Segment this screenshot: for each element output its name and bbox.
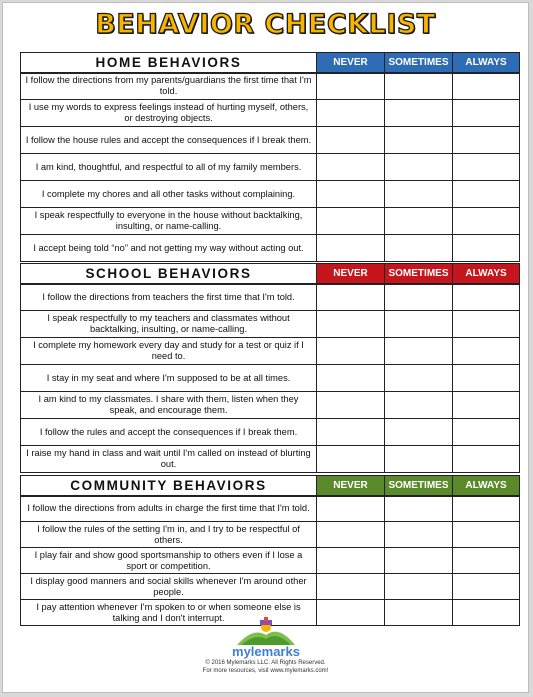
table-row — [21, 100, 520, 127]
table-row — [21, 365, 520, 392]
table-row — [21, 235, 520, 262]
behavior-text: I complete my chores and all other tasks without complaining. — [21, 181, 317, 208]
never-checkbox[interactable] — [317, 100, 385, 127]
table-row — [21, 311, 520, 338]
table-row — [21, 446, 520, 473]
home-section-title: HOME BEHAVIORS — [21, 53, 317, 73]
sometimes-checkbox[interactable] — [385, 522, 453, 548]
table-row — [21, 392, 520, 419]
behavior-text: I follow the directions from adults in charge the first time that I'm told. — [21, 496, 317, 522]
never-checkbox[interactable] — [317, 338, 385, 365]
never-checkbox[interactable] — [317, 392, 385, 419]
behavior-text: I follow the rules of the setting I'm in, and I try to be respectful of others. — [21, 522, 317, 548]
mylemarks-logo — [231, 617, 301, 659]
always-checkbox[interactable] — [453, 73, 520, 100]
never-checkbox[interactable] — [317, 208, 385, 235]
behavior-text: I am kind to my classmates. I share with them, listen when they speak, and encourage them. — [21, 392, 317, 419]
never-checkbox[interactable] — [317, 365, 385, 392]
sometimes-checkbox[interactable] — [385, 284, 453, 311]
home-never-header: NEVER — [317, 53, 385, 73]
never-checkbox[interactable] — [317, 154, 385, 181]
never-checkbox[interactable] — [317, 522, 385, 548]
sometimes-checkbox[interactable] — [385, 338, 453, 365]
community-behaviors-table — [20, 475, 520, 626]
home-always-header: ALWAYS — [453, 53, 520, 73]
never-checkbox[interactable] — [317, 496, 385, 522]
home-behaviors-table — [20, 52, 520, 262]
sometimes-checkbox[interactable] — [385, 181, 453, 208]
school-section-title: SCHOOL BEHAVIORS — [21, 264, 317, 284]
community-sometimes-header: SOMETIMES — [385, 476, 453, 496]
footer — [3, 617, 528, 675]
never-checkbox[interactable] — [317, 127, 385, 154]
behavior-text: I speak respectfully to everyone in the house without backtalking, insulting, or name-calling. — [21, 208, 317, 235]
never-checkbox[interactable] — [317, 73, 385, 100]
never-checkbox[interactable] — [317, 311, 385, 338]
community-section-title: COMMUNITY BEHAVIORS — [21, 476, 317, 496]
page-title: BEHAVIOR CHECKLIST — [95, 9, 436, 40]
never-checkbox[interactable] — [317, 548, 385, 574]
always-checkbox[interactable] — [453, 496, 520, 522]
behavior-text: I play fair and show good sportsmanship to others even if I lose a sport or competition. — [21, 548, 317, 574]
always-checkbox[interactable] — [453, 446, 520, 473]
sometimes-checkbox[interactable] — [385, 100, 453, 127]
always-checkbox[interactable] — [453, 365, 520, 392]
never-checkbox[interactable] — [317, 419, 385, 446]
always-checkbox[interactable] — [453, 181, 520, 208]
community-never-header: NEVER — [317, 476, 385, 496]
table-row — [21, 208, 520, 235]
table-row — [21, 181, 520, 208]
school-behaviors-table — [20, 263, 520, 473]
table-row — [21, 338, 520, 365]
behavior-text: I follow the house rules and accept the consequences if I break them. — [21, 127, 317, 154]
never-checkbox[interactable] — [317, 181, 385, 208]
behavior-text: I am kind, thoughtful, and respectful to all of my family members. — [21, 154, 317, 181]
table-row — [21, 154, 520, 181]
school-sometimes-header: SOMETIMES — [385, 264, 453, 284]
table-row — [21, 496, 520, 522]
copyright-text: © 2016 Mylemarks LLC. All Rights Reserved. — [205, 660, 326, 666]
sometimes-checkbox[interactable] — [385, 419, 453, 446]
never-checkbox[interactable] — [317, 446, 385, 473]
table-row — [21, 574, 520, 600]
sometimes-checkbox[interactable] — [385, 392, 453, 419]
behavior-text: I use my words to express feelings instead of hurting myself, others, or destroying objects. — [21, 100, 317, 127]
behavior-text: I stay in my seat and where I'm supposed to be at all times. — [21, 365, 317, 392]
always-checkbox[interactable] — [453, 127, 520, 154]
always-checkbox[interactable] — [453, 338, 520, 365]
table-row — [21, 284, 520, 311]
sometimes-checkbox[interactable] — [385, 208, 453, 235]
always-checkbox[interactable] — [453, 284, 520, 311]
always-checkbox[interactable] — [453, 548, 520, 574]
logo-text: mylemarks — [231, 644, 300, 659]
table-row — [21, 127, 520, 154]
always-checkbox[interactable] — [453, 235, 520, 262]
behavior-text: I follow the directions from teachers the first time that I'm told. — [21, 284, 317, 311]
resources-text: For more resources, visit www.mylemarks.com! — [202, 668, 329, 674]
never-checkbox[interactable] — [317, 574, 385, 600]
always-checkbox[interactable] — [453, 208, 520, 235]
community-always-header: ALWAYS — [453, 476, 520, 496]
sometimes-checkbox[interactable] — [385, 73, 453, 100]
sometimes-checkbox[interactable] — [385, 446, 453, 473]
always-checkbox[interactable] — [453, 419, 520, 446]
never-checkbox[interactable] — [317, 284, 385, 311]
behavior-text: I accept being told “no” and not getting my way without acting out. — [21, 235, 317, 262]
behavior-text: I complete my homework every day and study for a test or quiz if I need to. — [21, 338, 317, 365]
table-row — [21, 419, 520, 446]
always-checkbox[interactable] — [453, 311, 520, 338]
table-row — [21, 522, 520, 548]
school-always-header: ALWAYS — [453, 264, 520, 284]
always-checkbox[interactable] — [453, 100, 520, 127]
behavior-text: I follow the rules and accept the consequences if I break them. — [21, 419, 317, 446]
school-never-header: NEVER — [317, 264, 385, 284]
never-checkbox[interactable] — [317, 235, 385, 262]
sometimes-checkbox[interactable] — [385, 311, 453, 338]
sometimes-checkbox[interactable] — [385, 235, 453, 262]
sometimes-checkbox[interactable] — [385, 154, 453, 181]
sometimes-checkbox[interactable] — [385, 365, 453, 392]
behavior-text: I follow the directions from my parents/guardians the first time that I'm told. — [21, 73, 317, 100]
behavior-text: I raise my hand in class and wait until I'm called on instead of blurting out. — [21, 446, 317, 473]
always-checkbox[interactable] — [453, 574, 520, 600]
table-row — [21, 73, 520, 100]
behavior-text: I pay attention whenever I'm spoken to or when someone else is talking and I don't interrupt. — [21, 600, 317, 626]
checklist-page — [2, 2, 529, 693]
behavior-text: I display good manners and social skills whenever I'm around other people. — [21, 574, 317, 600]
always-checkbox[interactable] — [453, 154, 520, 181]
home-sometimes-header: SOMETIMES — [385, 53, 453, 73]
sometimes-checkbox[interactable] — [385, 574, 453, 600]
behavior-text: I speak respectfully to my teachers and classmates without backtalking, insulting, or name-calling. — [21, 311, 317, 338]
always-checkbox[interactable] — [453, 522, 520, 548]
sometimes-checkbox[interactable] — [385, 496, 453, 522]
logo-graphic — [231, 617, 301, 659]
sometimes-checkbox[interactable] — [385, 548, 453, 574]
table-row — [21, 548, 520, 574]
always-checkbox[interactable] — [453, 392, 520, 419]
sometimes-checkbox[interactable] — [385, 127, 453, 154]
